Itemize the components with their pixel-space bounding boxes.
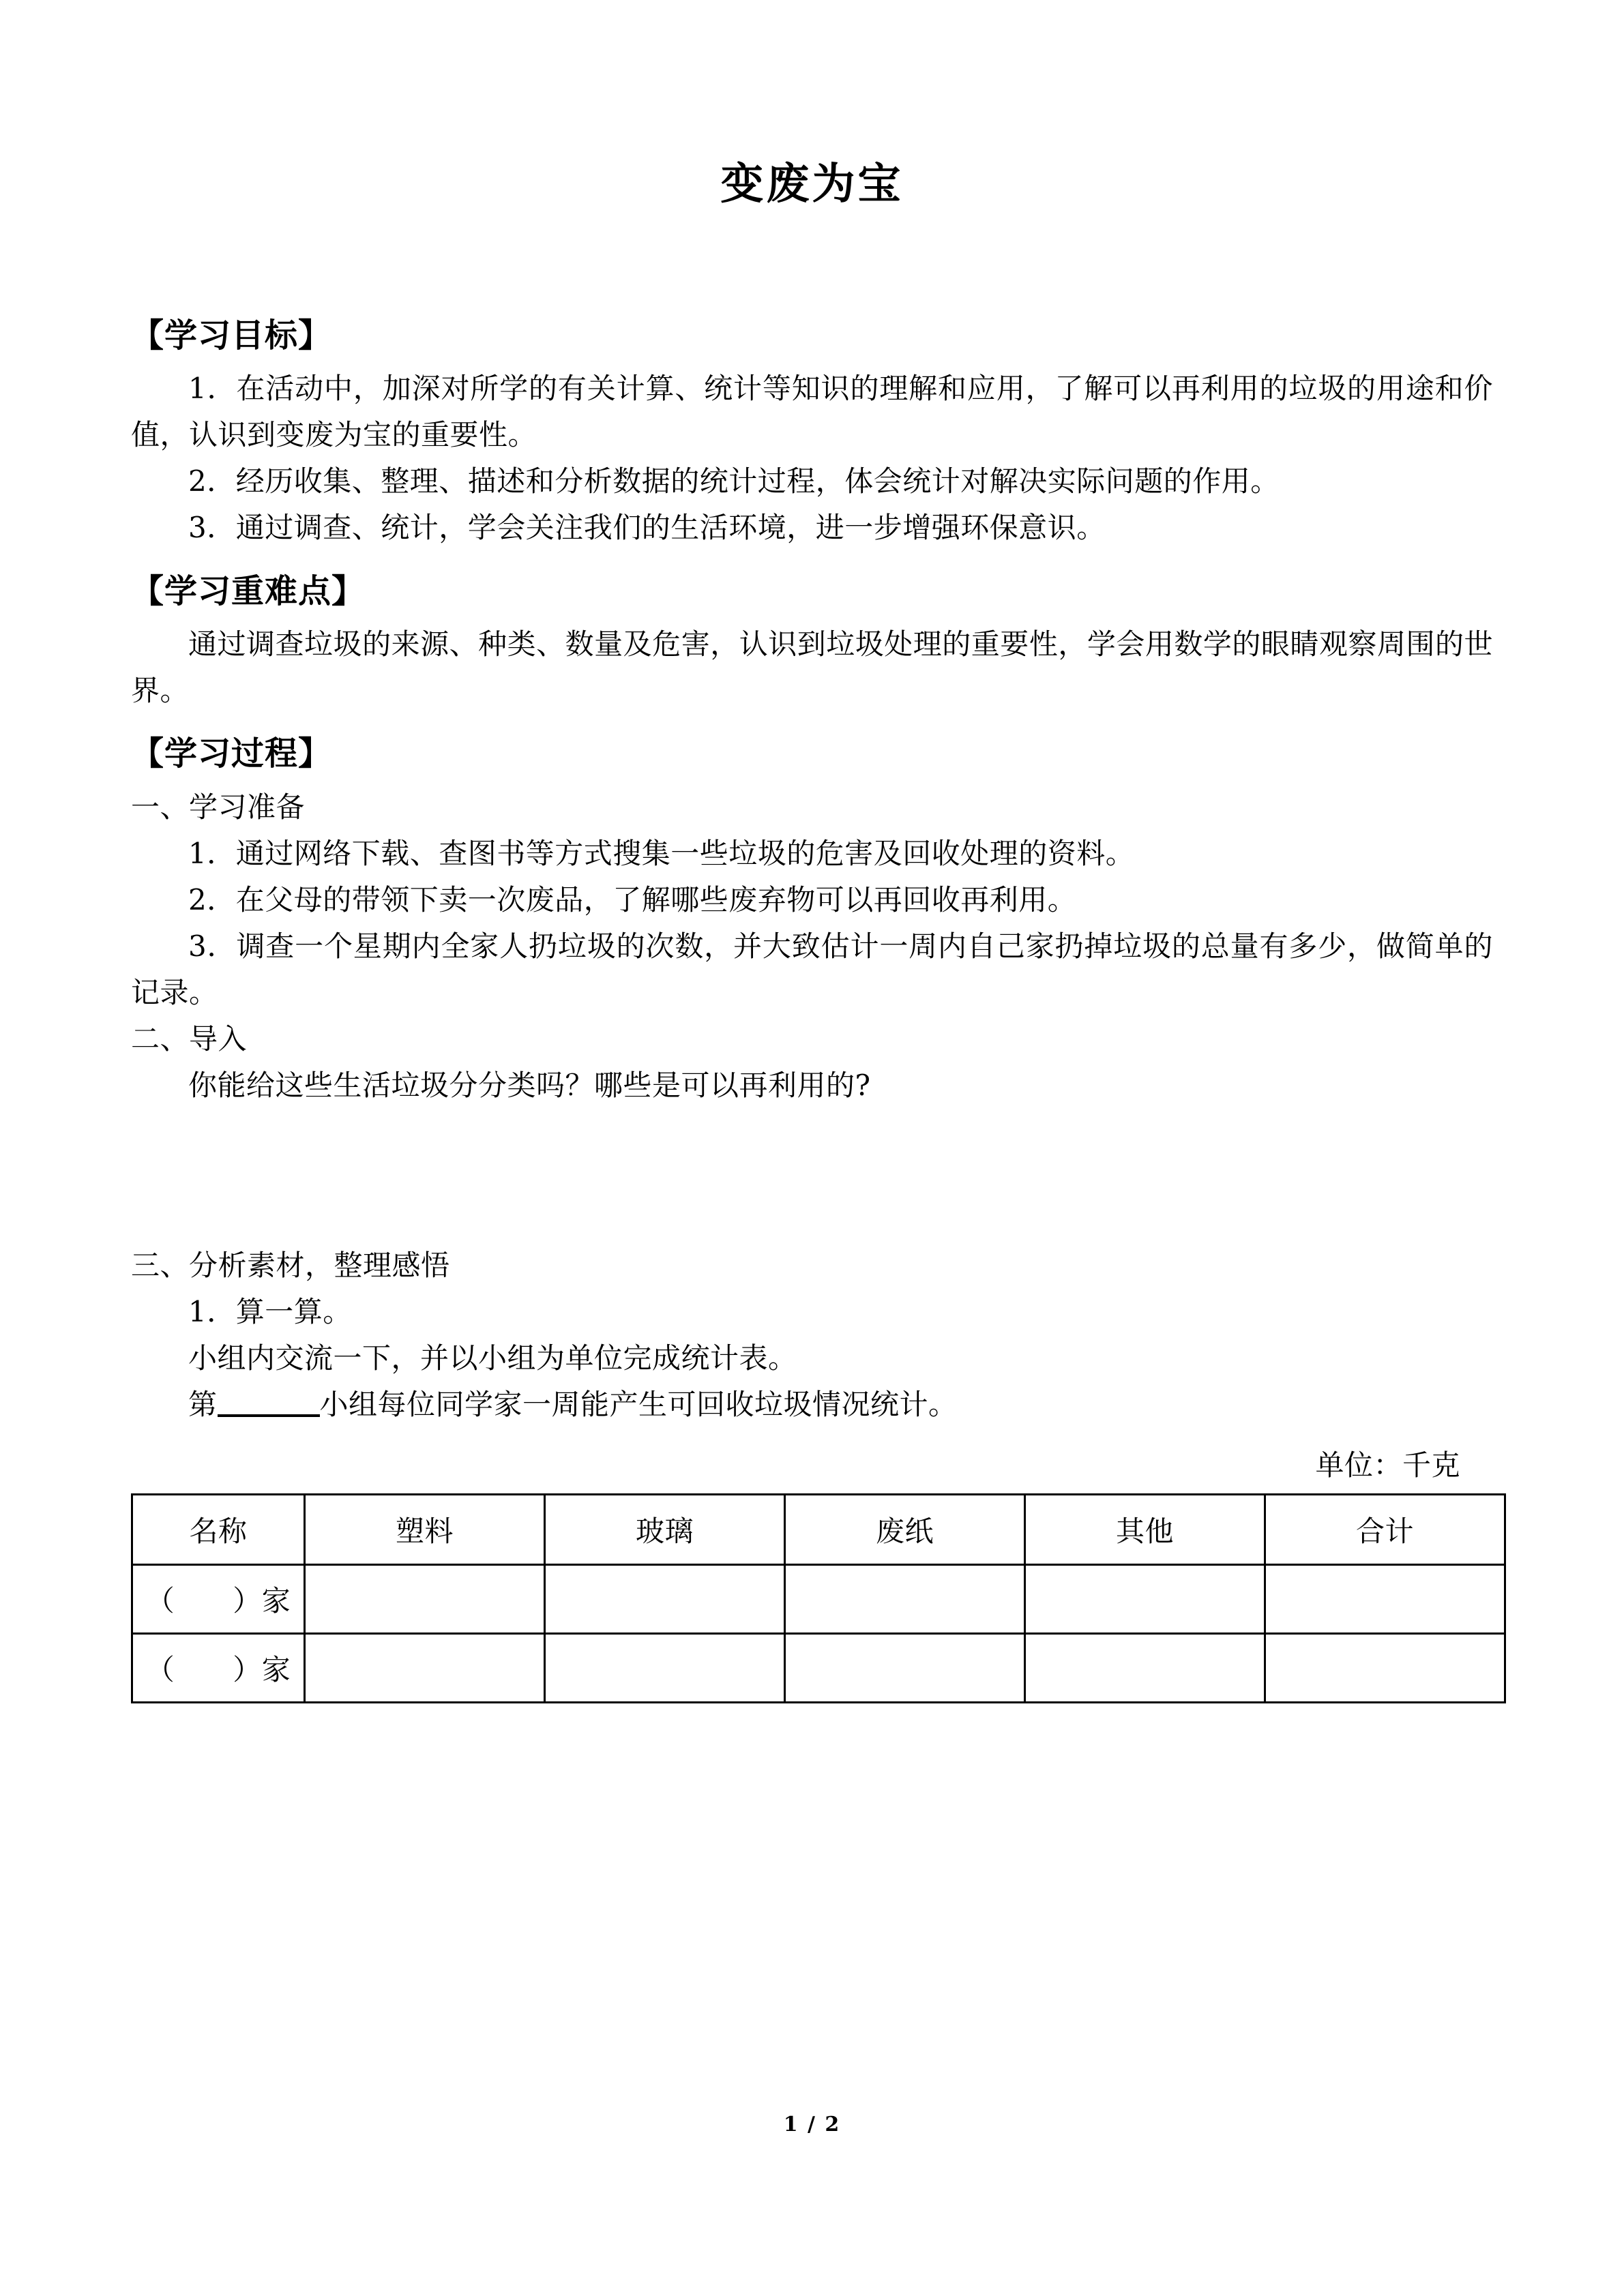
- fill-suffix-label: 小组每位同学家一周能产生可回收垃圾情况统计。: [319, 1388, 958, 1422]
- recycling-statistics-table: [131, 1493, 1506, 1703]
- objective-item-2: 2．经历收集、整理、描述和分析数据的统计过程，体会统计对解决实际问题的作用。: [188, 464, 1280, 498]
- table-cell-other[interactable]: [1025, 1633, 1265, 1702]
- analysis-fill-line: [131, 1382, 1493, 1428]
- section-heading-objectives: 【学习目标】: [131, 316, 332, 355]
- spacer: [131, 357, 1493, 366]
- process-part-two-title: 二、导入: [131, 1022, 248, 1056]
- spacer: [131, 613, 1493, 621]
- process-part-three-title: 三、分析素材，整理感悟: [131, 1249, 450, 1283]
- section-heading-difficulty: 【学习重难点】: [131, 571, 366, 610]
- table-row: [132, 1633, 1505, 1702]
- table-cell-wastepaper[interactable]: [785, 1633, 1025, 1702]
- page-title: 变废为宝: [720, 159, 904, 209]
- table-unit-note: 单位：千克: [1315, 1448, 1460, 1482]
- table-cell-other[interactable]: [1025, 1564, 1265, 1633]
- table-header-cell-other: 其他: [1025, 1494, 1265, 1564]
- table-cell-total[interactable]: [1265, 1564, 1505, 1633]
- objective-item-3: 3．通过调查、统计，学会关注我们的生活环境，进一步增强环保意识。: [188, 511, 1106, 545]
- table-cell-wastepaper[interactable]: [785, 1564, 1025, 1633]
- spacer: [131, 776, 1493, 784]
- page-number-footer: 1 / 2: [783, 2113, 841, 2136]
- table-cell-plastic[interactable]: [305, 1564, 545, 1633]
- preparation-item-1: 1．通过网络下载、查图书等方式搜集一些垃圾的危害及回收处理的资料。: [188, 837, 1135, 871]
- intro-question: 你能给这些生活垃圾分分类吗？哪些是可以再利用的?: [188, 1069, 871, 1103]
- table-header-cell-total: 合计: [1265, 1494, 1505, 1564]
- table-cell-glass[interactable]: [545, 1633, 785, 1702]
- table-cell-glass[interactable]: [545, 1564, 785, 1633]
- table-header-cell-glass: 玻璃: [545, 1494, 785, 1564]
- table-header-cell-name: 名称: [132, 1494, 305, 1564]
- table-row-label: （ ）家: [132, 1564, 305, 1633]
- table-row: [132, 1564, 1505, 1633]
- preparation-item-2: 2．在父母的带领下卖一次废品，了解哪些废弃物可以再回收再利用。: [188, 883, 1077, 917]
- table-header-cell-plastic: 塑料: [305, 1494, 545, 1564]
- table-cell-plastic[interactable]: [305, 1633, 545, 1702]
- difficulty-text: 通过调查垃圾的来源、种类、数量及危害，认识到垃圾处理的重要性，学会用数学的眼睛观察周围的世界。: [131, 627, 1493, 708]
- table-row-label: （ ）家: [132, 1633, 305, 1702]
- analysis-line-1: 小组内交流一下，并以小组为单位完成统计表。: [188, 1341, 797, 1375]
- spacer: [131, 1429, 1493, 1444]
- answer-space: [131, 1109, 1493, 1242]
- table-header-row: [132, 1494, 1505, 1564]
- table-cell-total[interactable]: [1265, 1633, 1505, 1702]
- analysis-item-1: 1．算一算。: [188, 1295, 352, 1329]
- objective-item-1: 1．在活动中，加深对所学的有关计算、统计等知识的理解和应用，了解可以再利用的垃圾的用途和价值，认识到变废为宝的重要性。: [131, 372, 1493, 452]
- process-part-one-title: 一、学习准备: [131, 790, 306, 824]
- group-number-blank[interactable]: [218, 1414, 320, 1417]
- table-header-cell-wastepaper: 废纸: [785, 1494, 1025, 1564]
- preparation-item-3: 3．调查一个星期内全家人扔垃圾的次数，并大致估计一周内自己家扔掉垃圾的总量有多少，做简单的记录。: [131, 929, 1493, 1010]
- fill-prefix-label: 第: [188, 1388, 218, 1422]
- section-heading-process: 【学习过程】: [131, 734, 332, 773]
